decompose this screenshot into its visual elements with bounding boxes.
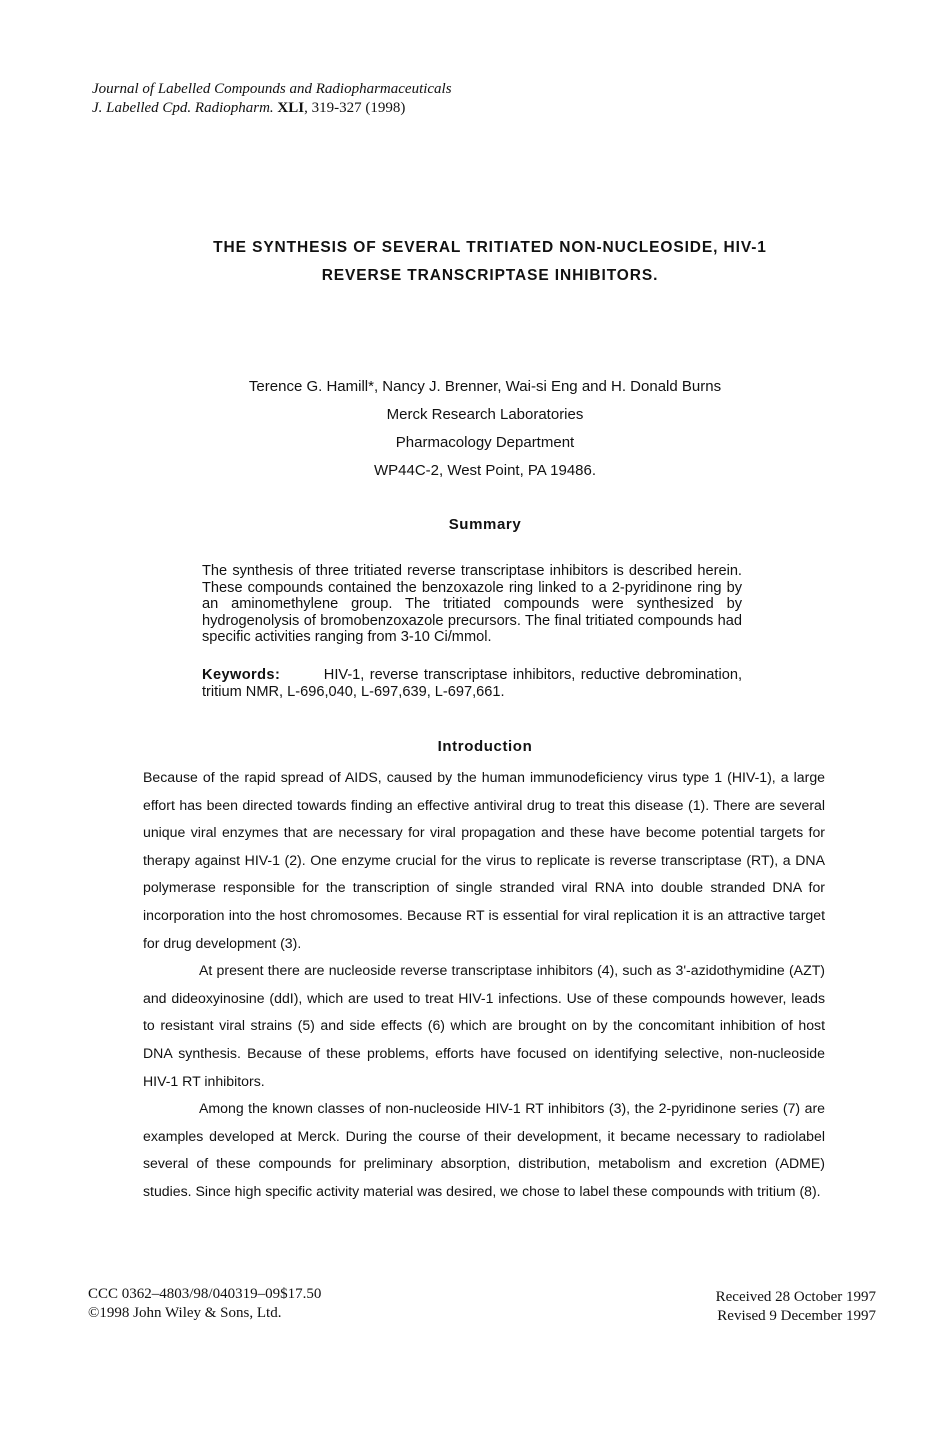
ccc-code: CCC 0362–4803/98/040319–09$17.50 [88, 1286, 322, 1302]
revised-date: Revised 9 December 1997 [717, 1308, 876, 1324]
footer-right [650, 1288, 876, 1326]
department: Pharmacology Department [395, 434, 575, 451]
received-date: Received 28 October 1997 [715, 1289, 876, 1305]
journal-citation [92, 99, 592, 118]
author-names: Terence G. Hamill*, Nancy J. Brenner, Wai-si Eng and H. Donald Burns [248, 378, 722, 395]
author-block [190, 373, 780, 485]
keywords-block [202, 667, 742, 700]
summary-heading: Summary [448, 516, 522, 533]
pages-year: , 319-327 (1998) [304, 100, 406, 116]
keywords-label: Keywords: [202, 667, 281, 683]
affiliation: Merck Research Laboratories [386, 406, 584, 423]
intro-paragraph-2: At present there are nucleoside reverse transcriptase inhibitors (4), such as 3'-azidothymidine (AZT) and dideoxyinosine (ddI), which are used to treat HIV-1 infections. Use of these compounds however, leads to resistant viral strains (5) and side effects (6) which are brought on by the concomitant inhibition of host DNA synthesis. Because of these problems, efforts have focused on identifying selective, non-nucleoside HIV-1 RT inhibitors. [143, 962, 825, 1089]
footer-left [88, 1285, 321, 1323]
title-line-2: REVERSE TRANSCRIPTASE INHIBITORS. [321, 267, 659, 284]
introduction-heading: Introduction [437, 738, 533, 755]
introduction-body [143, 764, 825, 1206]
volume: XLI [277, 100, 305, 116]
title-line-1: THE SYNTHESIS OF SEVERAL TRITIATED NON-NUCLEOSIDE, HIV-1 [213, 239, 767, 256]
copyright: ©1998 John Wiley & Sons, Ltd. [88, 1305, 282, 1321]
journal-name: Journal of Labelled Compounds and Radiopharmaceuticals [92, 81, 452, 97]
paper-title [150, 234, 830, 290]
intro-paragraph-1: Because of the rapid spread of AIDS, caused by the human immunodeficiency virus type 1 (HIV-1), a large effort has been directed towards finding an effective antiviral drug to treat this disease (1). There are several unique viral enzymes that are necessary for viral propagation and these have become potential targets for therapy against HIV-1 (2). One enzyme crucial for the virus to replicate is reverse transcriptase (RT), a DNA polymerase responsible for the transcription of single stranded viral RNA into double stranded DNA for incorporation into the host chromosomes. Because RT is essential for viral replication it is an attractive target for drug development (3). [143, 769, 825, 951]
journal-header [92, 80, 592, 118]
keywords-list: HIV-1, reverse transcriptase inhibitors, reductive debromination, tritium NMR, L-696,040, L-697,639, L-697,661. [202, 667, 743, 700]
intro-paragraph-3: Among the known classes of non-nucleoside HIV-1 RT inhibitors (3), the 2-pyridinone series (7) are examples developed at Merck. During the course of their development, it became necessary to radiolabel several of these compounds for preliminary absorption, distribution, metabolism and excretion (ADME) studies. Since high specific activity material was desired, we chose to label these compounds with tritium (8). [143, 1100, 825, 1199]
citation-abbrev: J. Labelled Cpd. Radiopharm. [92, 100, 274, 116]
summary-text: The synthesis of three tritiated reverse transcriptase inhibitors is described herein. These compounds contained the benzoxazole ring linked to a 2-pyridinone ring by an aminomethylene group. The tritiated compounds were synthesized by hydrogenolysis of bromobenzoxazole precursors. The final tritiated compounds had specific activities ranging from 3-10 Ci/mmol. [202, 563, 742, 645]
address: WP44C-2, West Point, PA 19486. [373, 462, 597, 479]
